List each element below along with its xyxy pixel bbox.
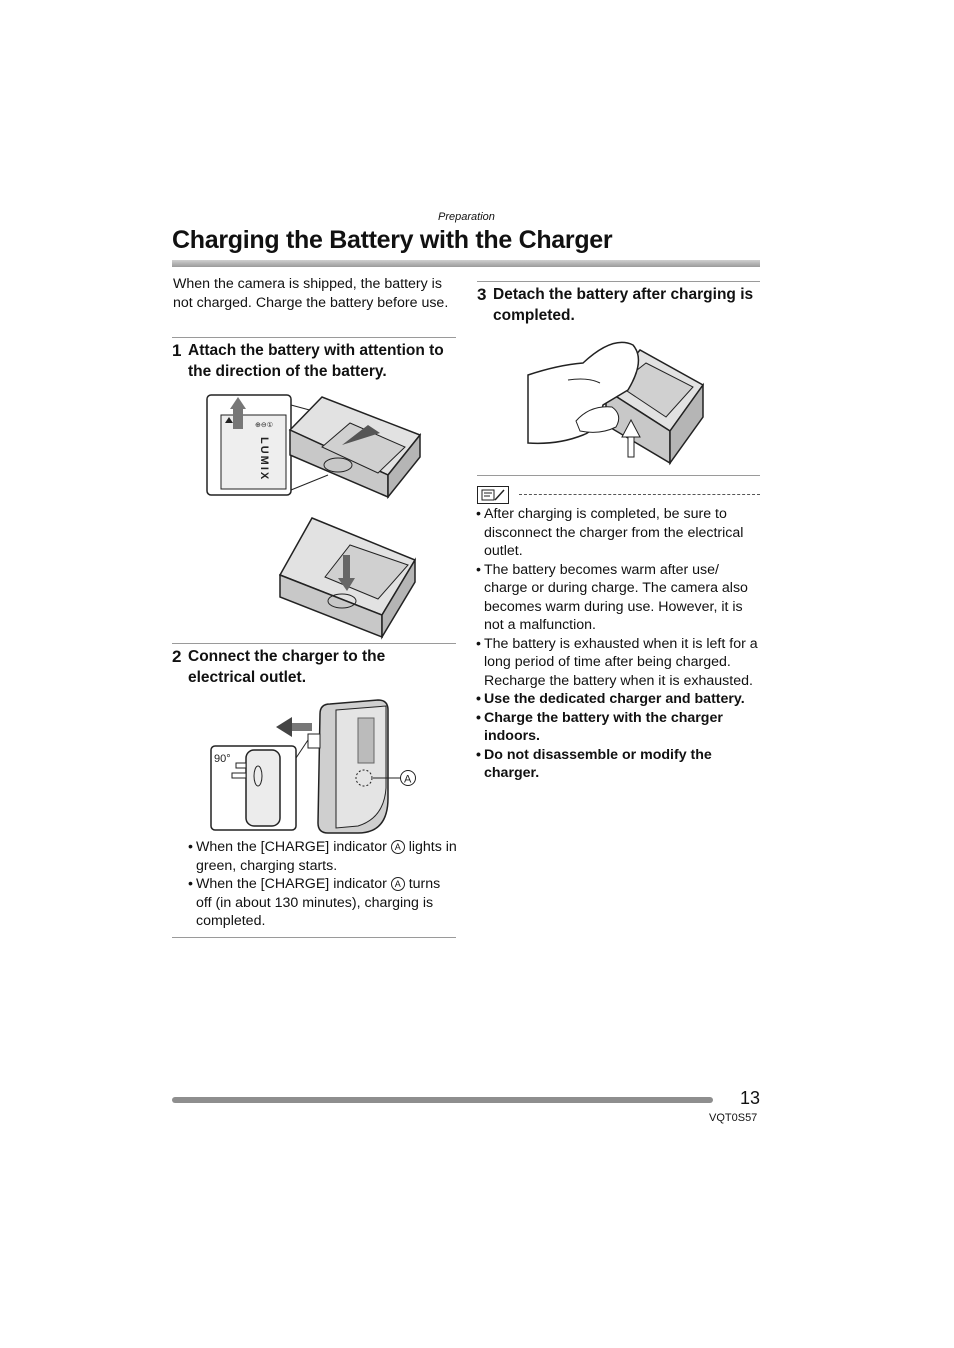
step-1 bbox=[172, 341, 456, 382]
list-item bbox=[188, 875, 458, 931]
title-underline bbox=[172, 260, 760, 267]
note-text: lights in green, charging starts. bbox=[196, 839, 457, 874]
page-title: Charging the Battery with the Charger bbox=[172, 226, 613, 254]
list-item bbox=[188, 838, 458, 875]
step-text: Attach the battery with attention to the direction of the battery. bbox=[188, 342, 444, 380]
document-code: VQT0S57 bbox=[709, 1112, 758, 1124]
section-label: Preparation bbox=[438, 211, 495, 223]
charger-icon bbox=[308, 700, 401, 833]
divider bbox=[172, 937, 456, 938]
indicator-callout bbox=[401, 771, 416, 786]
step-2-notes bbox=[188, 838, 458, 931]
indicator-callout-label: A bbox=[404, 773, 412, 786]
note-text: When the [CHARGE] indicator bbox=[196, 839, 391, 855]
note-separator bbox=[519, 494, 760, 495]
note-text: When the [CHARGE] indicator bbox=[196, 876, 391, 892]
list-item: • Use the dedicated charger and battery. bbox=[476, 690, 760, 709]
note-text: turns off (in about 130 minutes), charging is completed. bbox=[196, 876, 441, 929]
step-number: 2 bbox=[172, 647, 182, 666]
notes-list bbox=[476, 505, 760, 783]
list-item: • After charging is completed, be sure to disconnect the charger from the electrical outlet. bbox=[476, 505, 760, 561]
step-text: Detach the battery after charging is completed. bbox=[493, 286, 754, 324]
step-2 bbox=[172, 647, 456, 688]
footer-bar bbox=[172, 1097, 713, 1103]
list-item: • Do not disassemble or modify the charger. bbox=[476, 746, 760, 783]
plug-closeup-icon bbox=[211, 734, 312, 830]
step-text: Connect the charger to the electrical outlet. bbox=[188, 648, 386, 686]
divider bbox=[172, 337, 456, 338]
indicator-marker: A bbox=[391, 840, 405, 854]
list-item: • Charge the battery with the charger indoors. bbox=[476, 709, 760, 746]
step-number: 1 bbox=[172, 341, 182, 360]
step-3 bbox=[477, 285, 760, 326]
step-number: 3 bbox=[477, 285, 487, 304]
battery-terminal-marks: ⊕⊖① bbox=[255, 422, 274, 429]
intro-text: When the camera is shipped, the battery is not charged. Charge the battery before use. bbox=[173, 276, 449, 311]
list-item: • The battery becomes warm after use/ charge or during charge. The camera also becomes warm during use. However, it is not a malfunction. bbox=[476, 561, 760, 635]
battery-insertion-figure bbox=[200, 385, 430, 641]
battery-brand-label: LUMIX bbox=[258, 437, 270, 482]
battery-removal-figure bbox=[528, 335, 708, 470]
indicator-marker: A bbox=[391, 877, 405, 891]
page-number: 13 bbox=[740, 1088, 761, 1108]
divider bbox=[172, 643, 456, 644]
charger-icon bbox=[280, 518, 415, 637]
divider bbox=[477, 475, 760, 476]
charger-outlet-figure bbox=[208, 698, 423, 838]
divider bbox=[477, 281, 760, 282]
memo-pencil-icon bbox=[477, 486, 509, 504]
pull-direction-arrow-icon bbox=[276, 717, 312, 737]
plug-angle-label: 90° bbox=[214, 753, 231, 765]
list-item: • The battery is exhausted when it is left for a long period of time after being charged. Recharge the battery when it is exhausted. bbox=[476, 635, 760, 691]
